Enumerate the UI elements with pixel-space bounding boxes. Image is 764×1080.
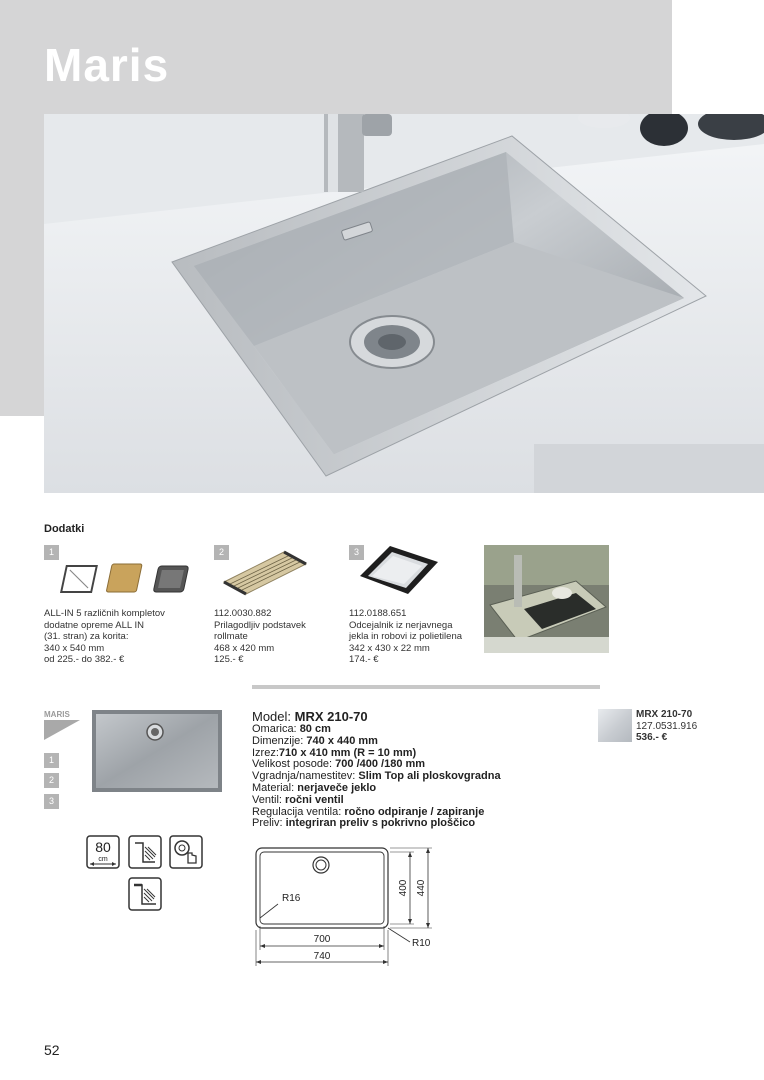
accessory-1-line: od 225.- do 382.- € — [44, 654, 125, 665]
section-divider — [252, 685, 600, 689]
order-info — [636, 709, 697, 744]
spec-value: 740 x 440 mm — [306, 734, 378, 747]
order-price: 536.- € — [636, 732, 668, 743]
cabinet-width-value: 80 — [95, 839, 111, 855]
spec-label: Ventil: — [252, 793, 286, 806]
accessory-3-line: Odcejalnik iz nerjavnega — [349, 619, 453, 631]
spec-label: Material: — [252, 781, 298, 794]
accessory-2-line: 468 x 420 mm — [214, 642, 275, 654]
cabinet-width-unit: cm — [98, 856, 108, 863]
model-label: Model: — [252, 709, 295, 724]
series-label: MARIS — [44, 710, 70, 719]
accessory-3-line: jekla in robovi iz polietilena — [349, 631, 463, 642]
technical-drawing — [250, 838, 450, 968]
spec-label: Regulacija ventila: — [252, 805, 345, 818]
spec-label: Velikost posode: — [252, 758, 336, 771]
spec-label: Dimenzije: — [252, 734, 307, 747]
product-specifications — [252, 710, 501, 830]
accessory-badge-3: 3 — [349, 545, 364, 560]
spec-value: 700 /400 /180 mm — [335, 758, 426, 771]
spec-value: 710 x 410 mm (R = 10 mm) — [278, 746, 417, 759]
accessory-in-use-photo — [484, 545, 609, 653]
drawing-inner-width: 700 — [313, 934, 331, 945]
accessory-3-line: 342 x 430 x 22 mm — [349, 642, 430, 654]
drawing-outer-height: 440 — [416, 879, 427, 897]
accessories-heading: Dodatki — [44, 523, 85, 535]
finish-swatch — [598, 709, 632, 742]
accessory-text-2 — [214, 608, 306, 666]
product-badge-3: 3 — [44, 794, 59, 809]
drawing-radius-outer: R10 — [412, 938, 431, 949]
accessory-rollmate-image — [218, 544, 310, 602]
cabinet-width-icon — [86, 835, 120, 869]
spec-value: ročno odpiranje / zapiranje — [344, 805, 485, 818]
spec-label: Preliv: — [252, 817, 286, 830]
accessory-1-line: dodatne opreme ALL IN — [44, 619, 144, 631]
spec-row — [252, 818, 501, 830]
drawing-radius-inner: R16 — [282, 893, 301, 904]
accessory-1-line: ALL-IN 5 različnih kompletov — [44, 608, 165, 619]
product-sink-topview-image — [92, 710, 222, 792]
spec-value: integriran preliv s pokrivno ploščico — [285, 817, 476, 830]
product-badge-2: 2 — [44, 773, 59, 788]
page-title: Maris — [44, 39, 170, 91]
accessory-2-line: 125.- € — [214, 654, 244, 665]
spec-value: Slim Top ali ploskovgradna — [358, 770, 501, 783]
accessory-2-line: rollmate — [214, 631, 248, 642]
series-marker-icon — [44, 720, 80, 740]
accessory-3-line: 112.0188.651 — [349, 608, 407, 619]
order-code: 127.0531.916 — [636, 720, 698, 732]
accessory-2-line: Prilagodljiv podstavek — [214, 619, 306, 631]
model-line — [252, 710, 501, 724]
hero-sink-photo — [44, 114, 764, 493]
sink-photo-illustration — [44, 114, 764, 493]
accessory-1-line: 340 x 540 mm — [44, 642, 105, 654]
accessory-3-line: 174.- € — [349, 654, 379, 665]
drawing-inner-height: 400 — [398, 879, 409, 897]
product-badge-1: 1 — [44, 753, 59, 768]
spec-value: ročni ventil — [285, 793, 344, 806]
spec-label: Izrez: — [252, 746, 279, 759]
accessory-text-3 — [349, 608, 462, 666]
manual-valve-icon — [169, 835, 203, 869]
accessory-badge-1: 1 — [44, 545, 59, 560]
spec-label: Vgradnja/namestitev: — [252, 770, 359, 783]
flush-mount-installation-icon — [128, 877, 162, 911]
accessory-drainer-image — [356, 542, 440, 598]
accessory-all-in-kit-image — [58, 560, 196, 600]
page-number: 52 — [44, 1042, 60, 1058]
order-model: MRX 210-70 — [636, 709, 693, 720]
spec-value: 80 cm — [299, 723, 331, 735]
spec-value: nerjaveče jeklo — [297, 781, 377, 794]
accessory-2-line: 112.0030.882 — [214, 608, 272, 619]
spec-label: Omarica: — [252, 723, 300, 735]
slim-top-installation-icon — [128, 835, 162, 869]
accessory-1-line: (31. stran) za korita: — [44, 631, 129, 642]
model-value: MRX 210-70 — [294, 709, 368, 724]
accessory-badge-2: 2 — [214, 545, 229, 560]
drawing-outer-width: 740 — [313, 951, 331, 962]
accessory-text-1 — [44, 608, 165, 666]
